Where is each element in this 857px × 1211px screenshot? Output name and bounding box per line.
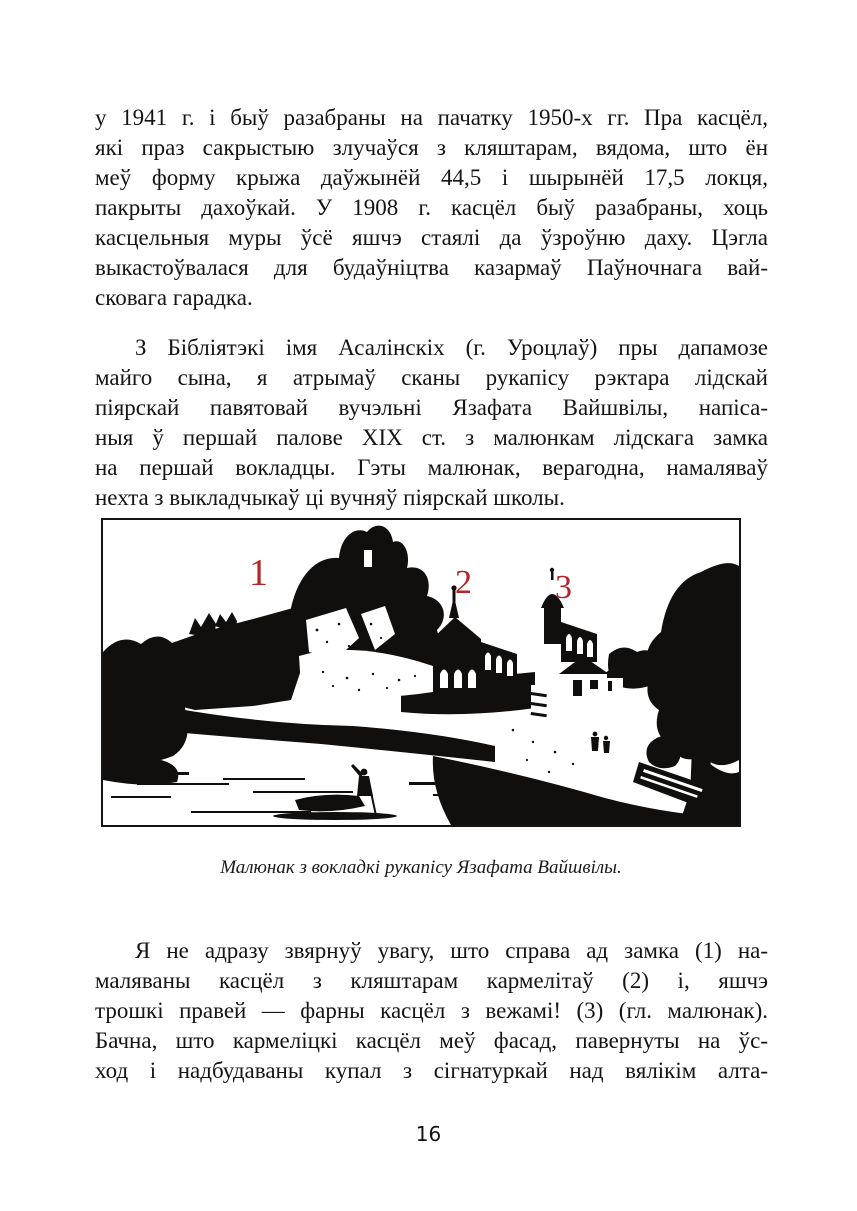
- text-line: які праз сакрыстыю злучаўся з кляштарам, вядома, што ён: [95, 135, 768, 160]
- text-line: нехта з выкладчыкаў ці вучняў піярскай школы.: [95, 485, 565, 510]
- text-line: З Бібліятэкі імя Асалінскіх (г. Уроцлаў) пры дапамозе: [135, 335, 768, 360]
- page-number: 16: [415, 1122, 442, 1146]
- paragraph-3: [95, 936, 768, 1086]
- text-line: ход і надбудаваны купал з сігнатуркай над вялікім алта-: [95, 1058, 768, 1083]
- text-line: у 1941 г. і быў разабраны на пачатку 1950-х гг. Пра касцёл,: [95, 105, 768, 130]
- figure-marker: 3: [555, 569, 572, 606]
- figure-marker: 1: [249, 552, 268, 594]
- paragraph-2: [95, 333, 768, 513]
- text-line: піярскай павятовай вучэльні Язафата Вайшвілы, напіса-: [95, 395, 768, 420]
- text-line: майго сына, я атрымаў сканы рукапісу рэктара лідскай: [95, 365, 768, 390]
- figure-caption: Малюнак з вокладкі рукапісу Язафата Вайшвілы.: [220, 857, 622, 878]
- text-line: трошкі правей — фарны касцёл з вежамі! (3) (гл. малюнак).: [95, 998, 768, 1023]
- castle-engraving-image: [103, 520, 739, 825]
- text-line: выкастоўвалася для будаўніцтва казармаў Паўночнага вай-: [95, 255, 768, 280]
- text-line: сковага гарадка.: [95, 285, 253, 310]
- figure-marker: 2: [455, 564, 472, 601]
- text-line: пакрыты дахоўкай. У 1908 г. касцёл быў разабраны, хоць: [95, 195, 768, 220]
- castle-engraving-figure: [101, 518, 741, 827]
- paragraph-1: [95, 103, 768, 313]
- text-line: ныя ў першай палове XIX ст. з малюнкам лідскага замка: [95, 425, 768, 450]
- text-line: Я не адразу звярнуў увагу, што справа ад замка (1) на-: [135, 938, 768, 963]
- text-line: касцельныя муры ўсё яшчэ стаялі да ўзроўню даху. Цэгла: [95, 225, 768, 250]
- text-line: на першай вокладцы. Гэты малюнак, верагодна, намаляваў: [95, 455, 768, 480]
- text-line: маляваны касцёл з кляштарам кармелітаў (2) і, яшчэ: [95, 968, 768, 993]
- text-line: меў форму крыжа даўжынёй 44,5 і шырынёй 17,5 локця,: [95, 165, 768, 190]
- text-line: Бачна, што кармеліцкі касцёл меў фасад, павернуты на ўс-: [95, 1028, 768, 1053]
